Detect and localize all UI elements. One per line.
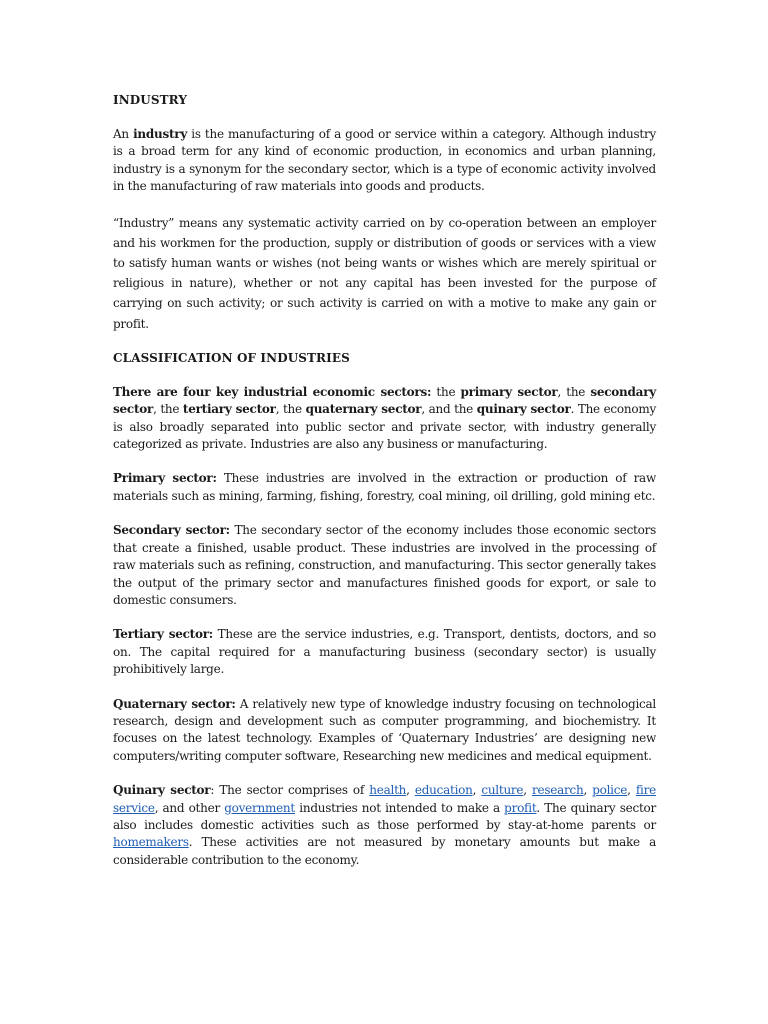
heading-industry: INDUSTRY	[113, 93, 188, 107]
term-quaternary-sector: quaternary sector	[305, 402, 422, 417]
link-police[interactable]: police	[592, 783, 628, 798]
link-health[interactable]: health	[369, 783, 407, 798]
term-tertiary-sector: tertiary sector	[182, 402, 276, 417]
document-page	[113, 92, 656, 869]
link-homemakers[interactable]: homemakers	[113, 835, 189, 850]
paragraph-intro	[113, 126, 656, 196]
text-tertiary-sector: These are the service industries, e.g. Transport, dentists, doctors, and so on. The capital required for a manufacturing business (secondary sector) is usually prohibitively large.	[113, 627, 656, 677]
intro-lead: An	[113, 127, 134, 141]
text-run: ,	[523, 783, 533, 798]
label-tertiary-sector: Tertiary sector:	[113, 627, 213, 642]
text-run: , and other	[154, 800, 225, 815]
label-secondary-sector: Secondary sector:	[113, 523, 230, 538]
paragraph-definition: “Industry” means any systematic activity carried on by co-operation between an employer and his workmen for the production, supply or distribution of goods or services with a view to satisfy human wants or wishes (not being wants or wishes which are merely spiritual or religious in nature), whether or not any capital has been invested for the purpose of carrying on such activity; or such activity is carried on with a motive to make any gain or profit.	[113, 215, 656, 331]
text-run: ,	[583, 783, 593, 798]
text-quaternary-sector: A relatively new type of knowledge industry focusing on technological research, design and development such as computer programming, and biochemistry. It focuses on the latest technology. Examples of ‘Quaternary Industries’ are designing new computers/writing computer software, Researching new medicines and medical equipment.	[113, 696, 657, 763]
paragraph-classification	[113, 384, 656, 454]
paragraph-quinary-sector	[113, 782, 656, 869]
paragraph-primary-sector	[113, 470, 656, 505]
text-run: , the	[275, 402, 306, 417]
link-profit[interactable]: profit	[504, 800, 537, 815]
text-primary-sector: These industries are involved in the extraction or production of raw materials such as mining, farming, fishing, forestry, coal mining, oil drilling, gold mining etc.	[113, 471, 656, 503]
label-quinary-sector: Quinary sector	[113, 783, 211, 798]
link-education[interactable]: education	[414, 783, 473, 798]
text-run: ,	[472, 783, 482, 798]
text-run: . The quinary sector also includes domestic activities such as those performed by stay-at-home parents or	[113, 800, 656, 832]
intro-rest: is the manufacturing of a good or service within a category. Although industry is a broad term for any kind of economic production, in economics and urban planning, industry is a synonym for the secondary sector, which is a type of economic activity involved in the manufacturing of raw materials into goods and products.	[113, 127, 656, 194]
text-run: the	[431, 384, 461, 399]
text-run: : The sector comprises of	[210, 783, 370, 798]
text-run: , the	[153, 402, 183, 417]
text-secondary-sector: The secondary sector of the economy includes those economic sectors that create a finished, usable product. These industries are involved in the processing of raw materials such as refining, construction, and manufacturing. This sector generally takes the output of the primary sector and manufactures finished goods for export, or sale to domestic consumers.	[113, 523, 656, 607]
heading-classification: CLASSIFICATION OF INDUSTRIES	[113, 350, 350, 365]
text-run: . These activities are not measured by monetary amounts but make a considerable contribution to the economy.	[113, 835, 656, 867]
text-run: , the	[557, 384, 591, 399]
link-research[interactable]: research	[532, 783, 584, 798]
link-fire-service[interactable]: fire service	[113, 783, 656, 815]
text-run: ,	[406, 783, 415, 798]
text-run: . The economy is also broadly separated into public sector and private sector, with industry generally categorized as private. Industries are also any business or manufacturing.	[113, 402, 656, 452]
intro-bold-term: industry	[133, 127, 188, 141]
paragraph-quaternary-sector	[113, 696, 656, 766]
paragraph-tertiary-sector	[113, 626, 656, 678]
text-run: industries not intended to make a	[295, 800, 505, 815]
term-secondary-sector: secondary sector	[113, 384, 656, 417]
label-primary-sector: Primary sector:	[113, 471, 217, 486]
link-government[interactable]: government	[224, 800, 295, 815]
term-primary-sector: primary sector	[460, 384, 558, 399]
classification-lead: There are four key industrial economic sectors:	[113, 384, 432, 399]
text-run: ,	[627, 783, 636, 798]
label-quaternary-sector: Quaternary sector:	[113, 696, 236, 711]
text-run: , and the	[421, 402, 477, 417]
term-quinary-sector: quinary sector	[476, 402, 571, 417]
paragraph-secondary-sector	[113, 522, 656, 609]
link-culture[interactable]: culture	[481, 783, 524, 798]
